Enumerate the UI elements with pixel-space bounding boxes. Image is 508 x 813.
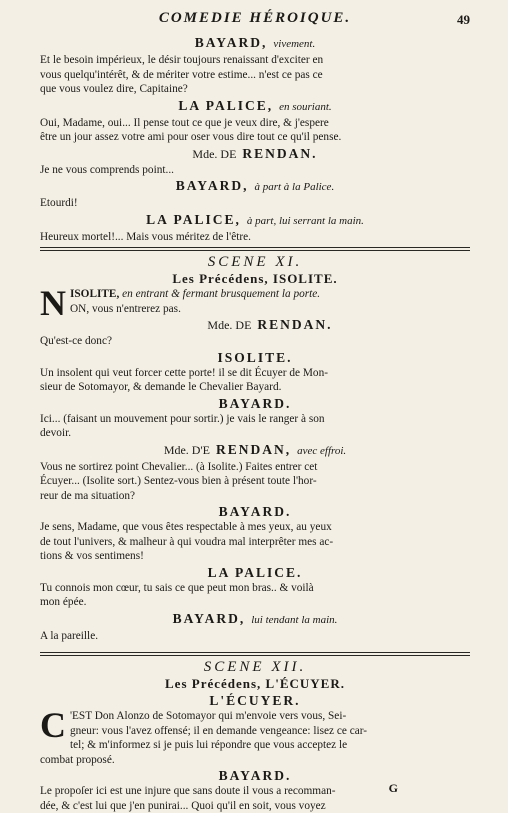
speaker-prefix: Mde. DE bbox=[192, 147, 236, 161]
dialogue-line: que vous voulez dire, Capitaine? bbox=[40, 82, 470, 97]
scene-11 bbox=[40, 254, 470, 643]
section-rule bbox=[40, 247, 470, 251]
dialogue-line: ON, vous n'entrerez pas. bbox=[40, 302, 470, 317]
dialogue-line: A la pareille. bbox=[40, 629, 470, 644]
speaker-name: BAYARD. bbox=[219, 504, 292, 519]
speaker-name: BAYARD. bbox=[40, 767, 470, 784]
dialogue-line: devoir. bbox=[40, 426, 470, 441]
speaker-prefix: Mde. DE bbox=[207, 318, 251, 332]
dialogue-line: de tout l'univers, & malheur à qui voudra mal interprêter mes ac- bbox=[40, 535, 470, 550]
dialogue bbox=[40, 709, 470, 767]
stage-direction: à part, lui serrant la main. bbox=[247, 215, 364, 227]
dialogue-line: Et le besoin impérieux, le désir toujours renaissant d'exciter en bbox=[40, 53, 470, 68]
speaker-name: BAYARD. bbox=[219, 396, 292, 411]
scene-subtitle: Les Précédens, L'ÉCUYER. bbox=[40, 676, 470, 692]
dialogue-line: être un jour assez votre ami pour oser vous dire tout ce qu'il pense. bbox=[40, 130, 470, 145]
dialogue bbox=[40, 784, 470, 813]
dialogue-line: Le propoſer ici est une injure que sans doute il vous a recomman- bbox=[40, 784, 470, 799]
scene-opening bbox=[40, 709, 470, 767]
speaker-heading bbox=[40, 349, 470, 366]
dialogue-line: 'EST Don Alonzo de Sotomayor qui m'envoie vers vous, Sei- bbox=[40, 709, 470, 724]
dialogue-line: Vous ne sortirez point Chevalier... (à Isolite.) Faites entrer cet bbox=[40, 460, 470, 475]
dialogue-line: Etourdi! bbox=[40, 196, 470, 211]
speaker-name: BAYARD, bbox=[173, 611, 246, 626]
stage-direction: en entrant & fermant brusquement la porte. bbox=[122, 288, 320, 300]
scene-title: SCENE XI. bbox=[40, 254, 470, 271]
dialogue-line: Tu connois mon cœur, tu sais ce que peut mon bras.. & voilà bbox=[40, 581, 470, 596]
speaker-name: BAYARD, bbox=[195, 35, 268, 50]
drop-cap: C bbox=[40, 711, 66, 739]
speaker-prefix: Mde. D'E bbox=[164, 443, 210, 457]
stage-direction: à part à la Palice. bbox=[254, 181, 334, 193]
dialogue-line: reur de ma situation? bbox=[40, 489, 470, 504]
speaker-heading bbox=[40, 97, 470, 116]
dialogue-line: tel; & m'informez si je puis lui répondre que vous acceptez le bbox=[40, 738, 470, 753]
scene-title: SCENE XII. bbox=[40, 659, 470, 676]
scene-opening bbox=[40, 287, 470, 316]
speaker-name: LA PALICE, bbox=[178, 98, 273, 113]
speaker-name: LA PALICE, bbox=[146, 212, 241, 227]
scene-12 bbox=[40, 659, 470, 813]
dialogue-line: Je sens, Madame, que vous êtes respectable à mes yeux, au yeux bbox=[40, 520, 470, 535]
dialogue-line: sieur de Sotomayor, & demande le Chevalier Bayard. bbox=[40, 380, 470, 395]
stage-direction: en souriant. bbox=[279, 101, 332, 113]
signature-mark: G bbox=[389, 781, 398, 796]
dialogue-line: Écuyer... (Isolite sort.) Sentez-vous bien à présent toute l'hor- bbox=[40, 474, 470, 489]
section-rule bbox=[40, 652, 470, 656]
drop-cap: N bbox=[40, 289, 66, 317]
stage-direction: lui tendant la main. bbox=[251, 614, 337, 626]
scene-subtitle: Les Précédens, ISOLITE. bbox=[40, 271, 470, 287]
opening-speaker-line bbox=[40, 287, 470, 302]
dialogue-line: Un insolent qui veut forcer cette porte! il se dit Écuyer de Mon- bbox=[40, 366, 470, 381]
speaker-name: L'ÉCUYER. bbox=[40, 692, 470, 709]
speaker-name: LA PALICE. bbox=[208, 565, 303, 580]
stage-direction: avec effroi. bbox=[297, 445, 346, 457]
dialogue-line: Qu'est-ce donc? bbox=[40, 334, 470, 349]
dialogue-line: dée, & c'est lui que j'en punirai... Quoi qu'il en soit, vous voyez bbox=[40, 799, 470, 813]
dialogue-line: combat proposé. bbox=[40, 753, 470, 768]
speaker-heading bbox=[40, 441, 470, 460]
speaker-name: ISOLITE. bbox=[218, 350, 293, 365]
speaker-heading bbox=[40, 145, 470, 163]
dialogue-line: gneur: vous l'avez offensé; il en demande vengeance: lisez ce car- bbox=[40, 724, 470, 739]
page-number: 49 bbox=[457, 12, 470, 28]
dialogue-line: Heureux mortel!... Mais vous méritez de l'être. bbox=[40, 230, 470, 245]
speaker-heading bbox=[40, 564, 470, 581]
running-title: COMEDIE HÉROIQUE. bbox=[40, 10, 470, 27]
speaker-heading bbox=[40, 211, 470, 230]
dialogue-line: mon épée. bbox=[40, 595, 470, 610]
dialogue-line: tions & vos sentimens! bbox=[40, 549, 470, 564]
speaker-heading bbox=[40, 316, 470, 334]
speaker-name: RENDAN. bbox=[242, 146, 317, 161]
speaker-name: RENDAN. bbox=[257, 317, 332, 332]
scene-continuation bbox=[40, 34, 470, 244]
page-header bbox=[40, 10, 470, 34]
speaker-heading bbox=[40, 177, 470, 196]
speaker-name: ISOLITE, bbox=[70, 288, 119, 300]
scene-11-body bbox=[40, 316, 470, 643]
speaker-heading bbox=[40, 610, 470, 629]
stage-direction: vivement. bbox=[273, 38, 315, 50]
dialogue-line: Je ne vous comprends point... bbox=[40, 163, 470, 178]
speaker-name: BAYARD, bbox=[176, 178, 249, 193]
speaker-heading bbox=[40, 34, 470, 53]
dialogue-line: vous quelqu'intérêt, & de mériter votre estime... n'est ce pas ce bbox=[40, 68, 470, 83]
speaker-heading bbox=[40, 395, 470, 412]
speaker-name: RENDAN, bbox=[216, 442, 291, 457]
dialogue-line: Oui, Madame, oui... Il pense tout ce que je veux dire, & j'espere bbox=[40, 116, 470, 131]
speaker-heading bbox=[40, 503, 470, 520]
dialogue-line: Ici... (faisant un mouvement pour sortir.) je vais le ranger à son bbox=[40, 412, 470, 427]
